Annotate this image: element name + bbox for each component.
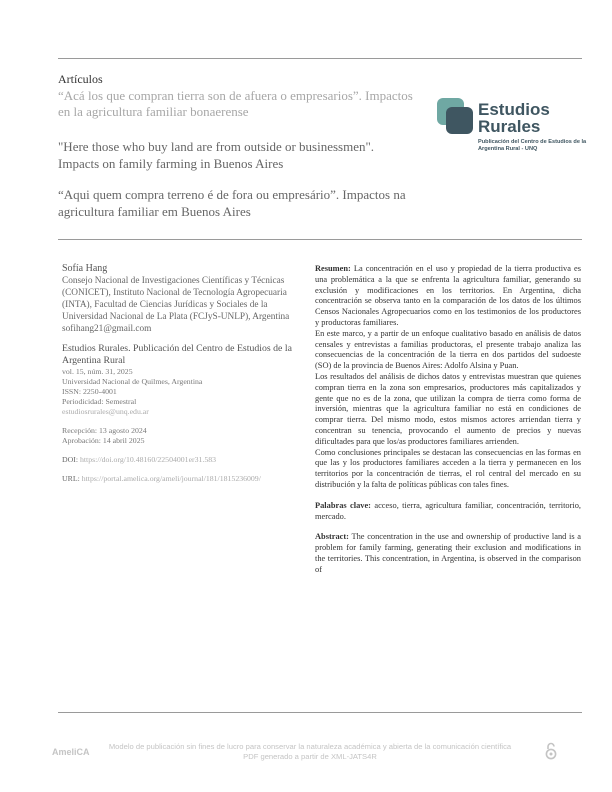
footer-rule (58, 712, 582, 713)
abstract-label: Abstract: (315, 532, 349, 542)
doi-line (62, 455, 302, 465)
footer-notice (90, 742, 530, 761)
title-english: "Here those who buy land are from outside or businessmen". Impacts on family farming in Buenos Aires (58, 139, 375, 171)
keywords-label: Palabras clave: (315, 500, 371, 510)
keywords-paragraph (315, 501, 581, 523)
estudios-rurales-logo-icon (435, 96, 475, 136)
url-line (62, 474, 302, 484)
resumen-text-1: La concentración en el uso y propiedad de la tierra productiva es una problemática a la que se enfrenta la agricultura familiar, generando su exclusión y modificaciones en los territorios. En Argentina, dicha concentración se observa tanto en la comparación de los datos de los últimos Censos Nacionales Agropecuarios como en los testimonios de los productores y productoras familiares. (315, 264, 581, 327)
resumen-label: Resumen: (315, 264, 351, 273)
doi-link[interactable]: https://doi.org/10.48160/22504001er31.583 (79, 455, 217, 464)
journal-issn: ISSN: 2250-4001 (62, 387, 117, 396)
url-label: URL: (62, 474, 80, 483)
title-spanish: “Acá los que compran tierra son de afuera o empresarios”. Impactos en la agricultura familiar bonaerense (58, 88, 413, 119)
resumen-paragraph-1 (315, 264, 581, 329)
logo-title-line2: Rurales (478, 117, 541, 136)
header-divider (58, 239, 582, 240)
logo-title-line1: Estudios (478, 100, 550, 119)
journal-volume: vol. 15, núm. 31, 2025 (62, 367, 133, 376)
section-label: Artículos (58, 72, 103, 86)
author-affiliation: Consejo Nacional de Investigaciones Científicas y Técnicas (CONICET), Instituto Nacional de Tecnología Agropecuaria (INTA), Facultad de Ciencias Jurídicas y Sociales de la Universidad Nacional de La Plata (FCJyS-UNLP), Argentina (62, 276, 290, 322)
author-name: Sofía Hang (62, 263, 108, 274)
metadata-column (62, 263, 302, 484)
footer-line-2: PDF generado a partir de XML-JATS4R (243, 751, 377, 761)
abstract-column (315, 264, 581, 576)
title-portuguese: “Aqui quem compra terreno é de fora ou empresário”. Impactos na agricultura familiar em Buenos Aires (58, 187, 406, 219)
open-access-icon (544, 742, 558, 760)
author-email[interactable]: sofihang21@gmail.com (62, 324, 152, 334)
resumen-paragraph-3: Los resultados del análisis de dichos datos y entrevistas muestran que quienes compran tierra en la zona son empresarios, productores más capitalizados y gente que no es de la zona, que utilizan la compra de tierra como forma de inversión, mientras que la agricultura familiar no está en condiciones de comprar tierra. Del mismo modo, estos mismos actores arriendan tierra y concentran su tenencia, provocando el aumento de precios y nuevas dificultades para que los/as productores familiares arrienden. (315, 371, 581, 446)
keywords-text: acceso, tierra, agricultura familiar, concentración, territorio, mercado. (315, 500, 581, 521)
journal-university: Universidad Nacional de Quilmes, Argentina (62, 377, 203, 386)
top-rule (58, 58, 582, 59)
journal-name: Estudios Rurales. Publicación del Centro de Estudios de la Argentina Rural (62, 343, 292, 366)
received-date: Recepción: 13 agosto 2024 (62, 426, 147, 435)
journal-periodicity: Periodicidad: Semestral (62, 397, 137, 406)
approved-date: Aprobación: 14 abril 2025 (62, 436, 145, 445)
logo-subtitle: Publicación del Centro de Estudios de la Argentina Rural - UNQ (478, 139, 587, 152)
doi-label: DOI: (62, 455, 79, 464)
amelica-logo: AmeliCA (52, 747, 90, 757)
resumen-paragraph-2: En este marco, y a partir de un enfoque cualitativo basado en análisis de datos censales y entrevistas a familias productoras, el presente trabajo analiza las consecuencias de la concentración de la tierra en dos partidos del sudoeste (SO) de la provincia de Buenos Aires: Adolfo Alsina y Puan. (315, 328, 581, 371)
abstract-paragraph (315, 532, 581, 575)
abstract-text: The concentration in the use and ownership of productive land is a problem for family farming, generating their exclusion and modifications in the territories. This concentration, in Argentina, is observed in the comparison of (315, 532, 581, 574)
resumen-paragraph-4: Como conclusiones principales se destacan las consecuencias en las formas en que las y los productores familiares acceden a la tierra y permanecen en los territorios por la concentración de tierras, el rol central del mercado en su distribución y la falta de políticas públicas con tales fines. (315, 447, 581, 489)
journal-email[interactable]: estudiosrurales@unq.edu.ar (62, 407, 149, 416)
footer-line-1: Modelo de publicación sin fines de lucro para conservar la naturaleza académica y abierta de la comunicación científica (108, 742, 512, 751)
url-link[interactable]: https://portal.amelica.org/ameli/journal/181/1815236009/ (81, 474, 261, 483)
